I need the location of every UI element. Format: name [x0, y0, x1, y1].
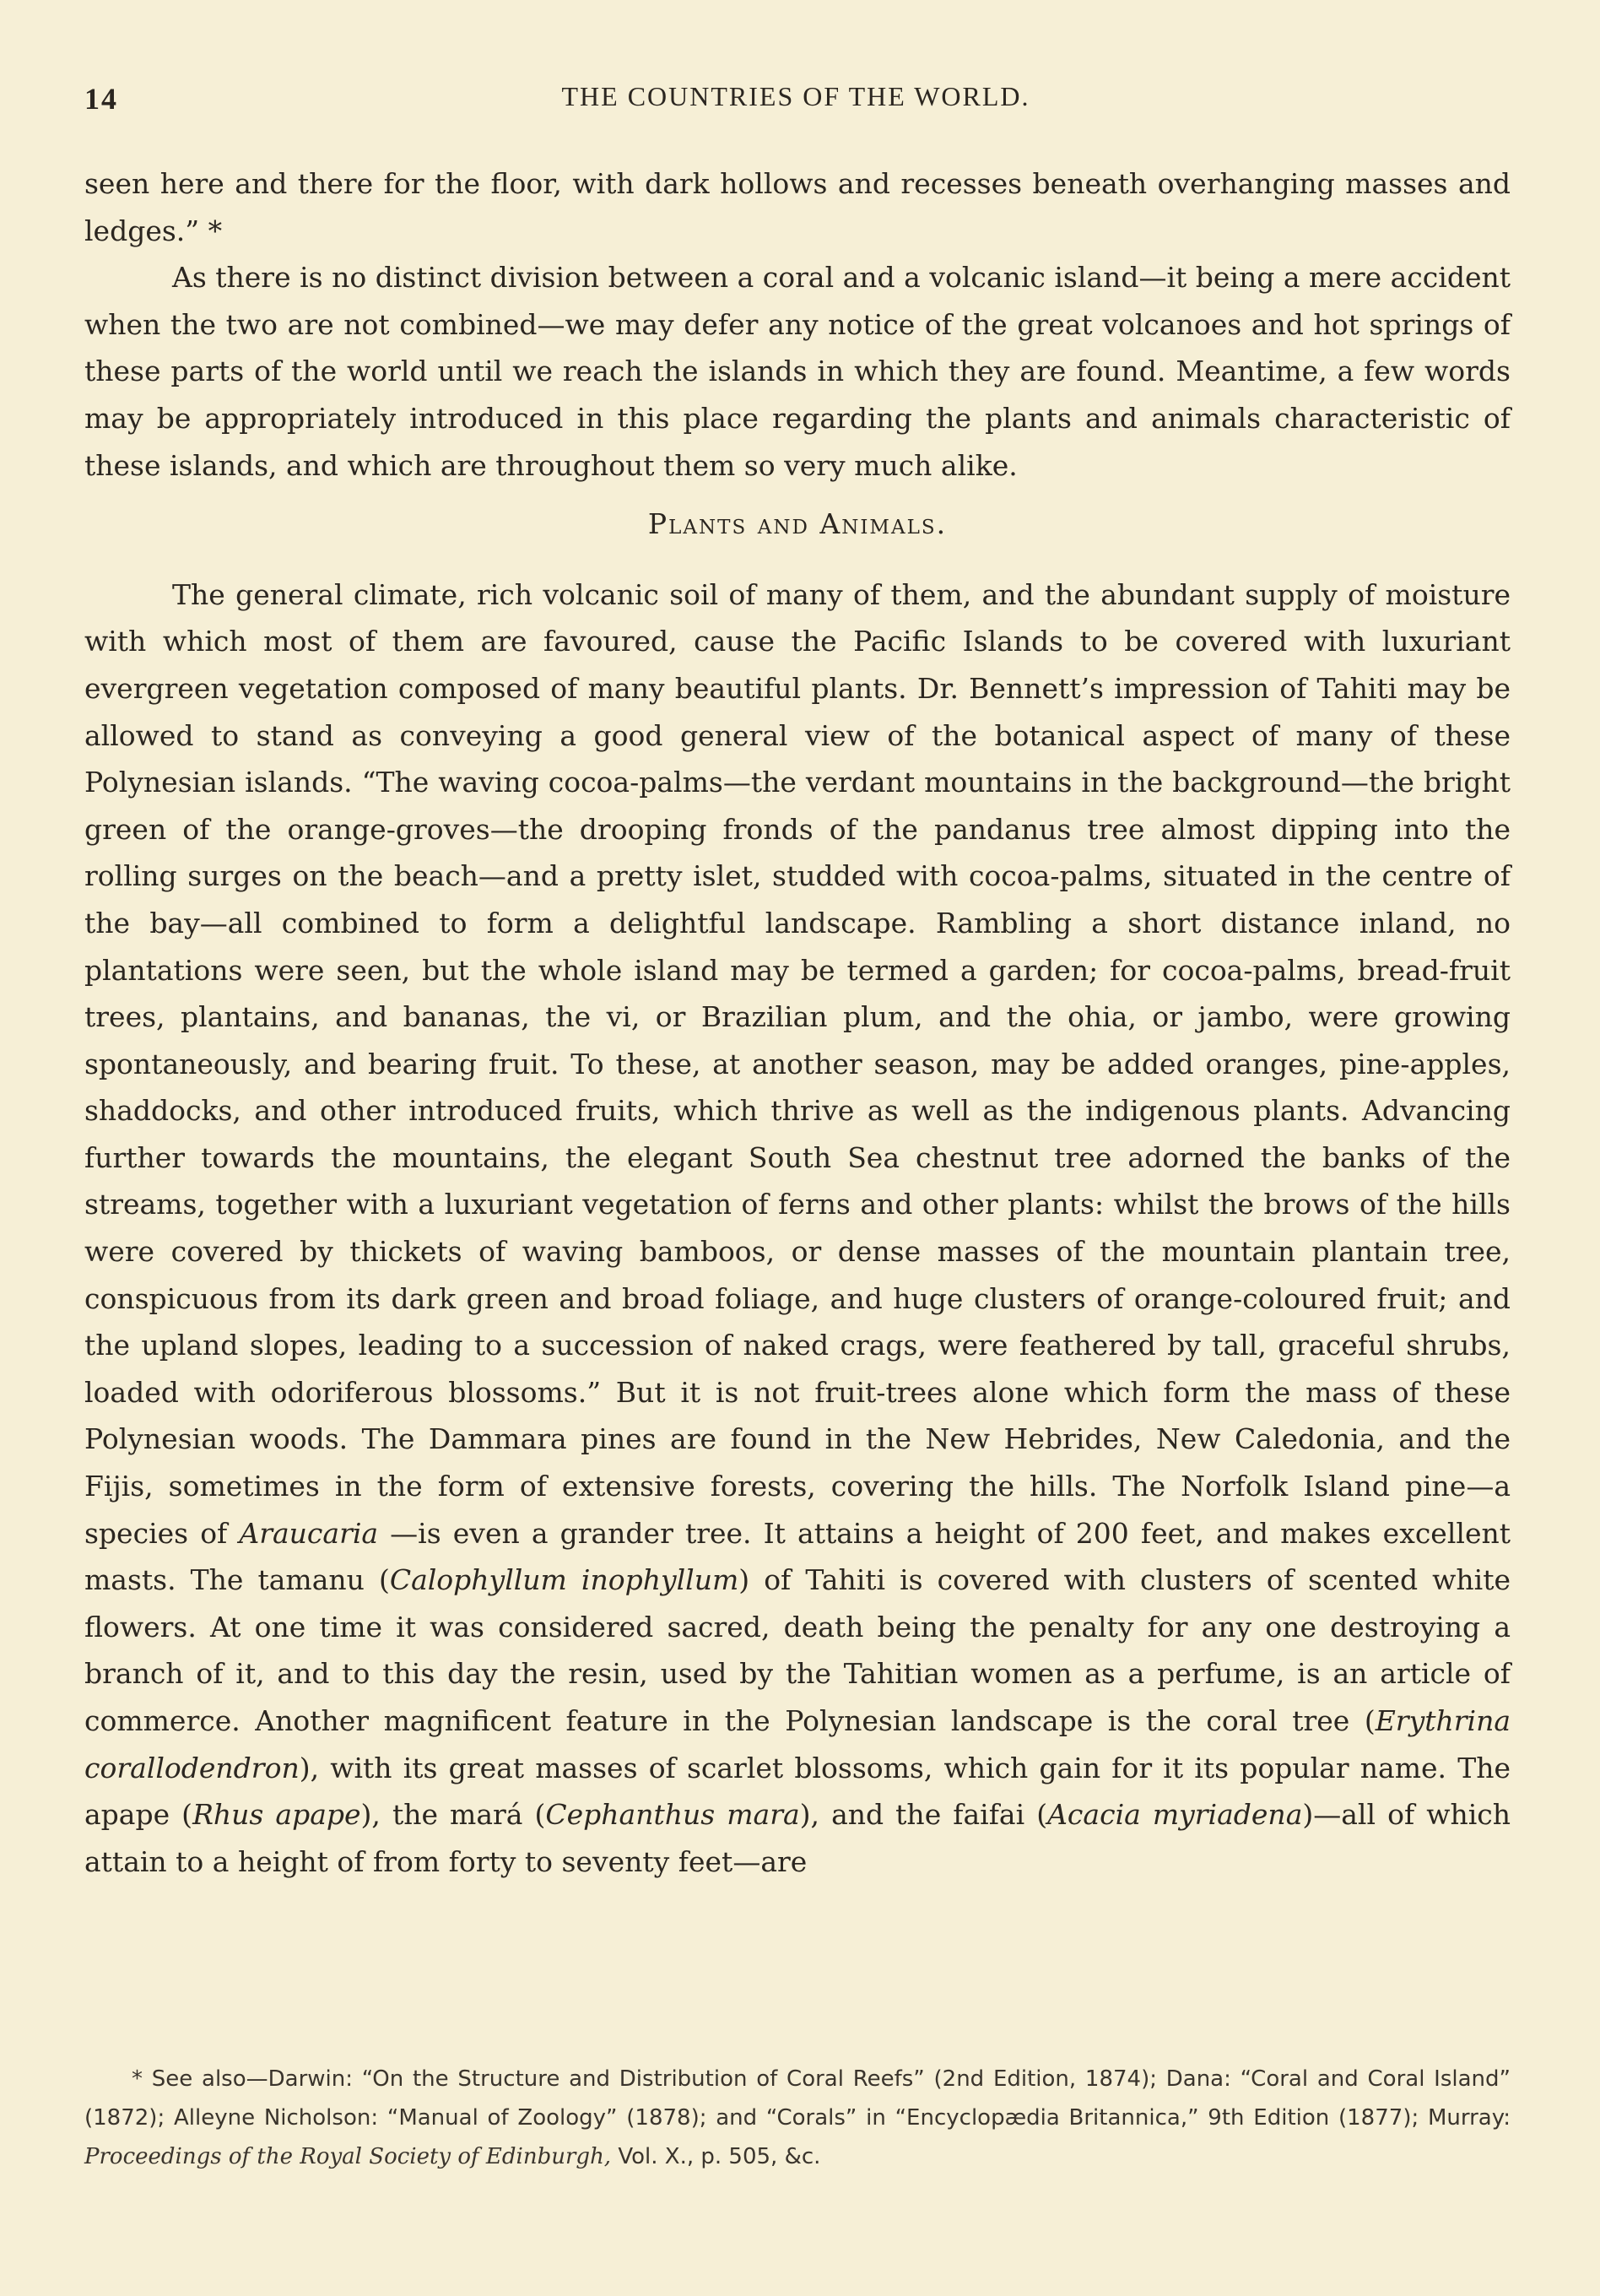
footnote — [84, 2060, 1511, 2176]
species-name-acacia: Acacia myriadena — [1047, 1798, 1303, 1832]
species-name-rhus: Rhus apape — [192, 1798, 361, 1832]
footnote-text — [84, 2060, 1511, 2176]
running-head — [84, 81, 1507, 123]
paragraph-plants-animals — [84, 571, 1511, 1886]
text-run: —is even a grander tree. It attains a height of 200 feet, and makes excellent masts. The tamanu ( — [84, 1516, 1511, 1597]
paragraph-continuation: seen here and there for the floor, with dark hollows and recesses beneath overhanging masses and ledges.” * — [84, 167, 1511, 247]
text-run: ), the mará ( — [360, 1798, 546, 1832]
body-text — [84, 160, 1511, 1885]
page-number: 14 — [84, 82, 118, 116]
footnote-run: Vol. X., p. 505, &c. — [611, 2144, 821, 2169]
footnote-journal-title: Proceedings of the Royal Society of Edinburgh, — [84, 2144, 612, 2169]
text-run: )—all of which attain to a height of from forty to seventy feet—are — [84, 1798, 1511, 1878]
text-run: ), with its great masses of scarlet blossoms, which gain for it its popular name. The apape ( — [84, 1751, 1511, 1832]
section-heading: Plants and Animals. — [647, 507, 948, 541]
species-name-cephanthus: Cephanthus mara — [545, 1798, 800, 1832]
text-run: ) of Tahiti is covered with clusters of scented white flowers. At one time it was considered sacred, death being the penalty for any one destroying a branch of it, and to this day the resin, used by the Tahitian women as a perfume, is an article of commerce. Another magnificent feature in the Polynesian landscape is the coral tree ( — [84, 1563, 1511, 1737]
footnote-run: * See also—Darwin: “On the Structure and Distribution of Coral Reefs” (2nd Edition, 1874); Dana: “Coral and Coral Island” (1872); Alleyne Nicholson: “Manual of Zoology” (1878); and “Corals” in “Encyclopædia Britannica,” 9th Edition (1877); Murray: — [84, 2066, 1511, 2131]
species-name-erythrina: Erythrina corallodendron — [84, 1704, 1511, 1784]
species-name-araucaria: Araucaria — [239, 1516, 379, 1550]
text-run: ), and the faifai ( — [799, 1798, 1048, 1832]
paragraph-coral-volcanic: As there is no distinct division between a coral and a volcanic island—it being a mere accident when the two are not combined—we may defer any notice of the great volcanoes and hot springs of these parts of the world until we reach the islands in which they are found. Meantime, a few words may be appropriately introduced in this place regarding the plants and animals characteristic of these islands, and which are throughout them so very much alike. — [84, 261, 1511, 482]
text-run: The general climate, rich volcanic soil of many of them, and the abundant supply of moisture with which most of them are favoured, cause the Pacific Islands to be covered with luxuriant evergreen vegetation composed of many beautiful plants. Dr. Bennett’s impression of Tahiti may be allowed to stand as conveying a good general view of the botanical aspect of many of these Polynesian islands. “The waving cocoa-palms—the verdant mountains in the background—the bright green of the orange-groves—the drooping fronds of the pandanus tree almost dipping into the rolling surges on the beach—and a pretty islet, studded with cocoa-palms, situated in the centre of the bay—all combined to form a delightful landscape. Rambling a short distance inland, no plantations were seen, but the whole island may be termed a garden; for cocoa-palms, bread-fruit trees, plantains, and bananas, the vi, or Brazilian plum, and the ohia, or jambo, were growing spontaneously, and bearing fruit. To these, at another season, may be added oranges, pine-apples, shaddocks, and other introduced fruits, which thrive as well as the indigenous plants. Advancing further towards the mountains, the elegant South Sea chestnut tree adorned the banks of the streams, together with a luxuriant vegetation of ferns and other plants: whilst the brows of the hills were covered by thickets of waving bamboos, or dense masses of the mountain plantain tree, conspicuous from its dark green and broad foliage, and huge clusters of orange-coloured fruit; and the upland slopes, leading to a succession of naked crags, were feathered by tall, graceful shrubs, loaded with odoriferous blossoms.” But it is not fruit-trees alone which form the mass of these Polynesian woods. The Dammara pines are found in the New Hebrides, New Caledonia, and the Fijis, sometimes in the form of extensive forests, covering the hills. The Norfolk Island pine—a species of — [84, 577, 1511, 1550]
running-title: THE COUNTRIES OF THE WORLD. — [561, 81, 1030, 111]
species-name-calophyllum: Calophyllum inophyllum — [389, 1563, 739, 1597]
